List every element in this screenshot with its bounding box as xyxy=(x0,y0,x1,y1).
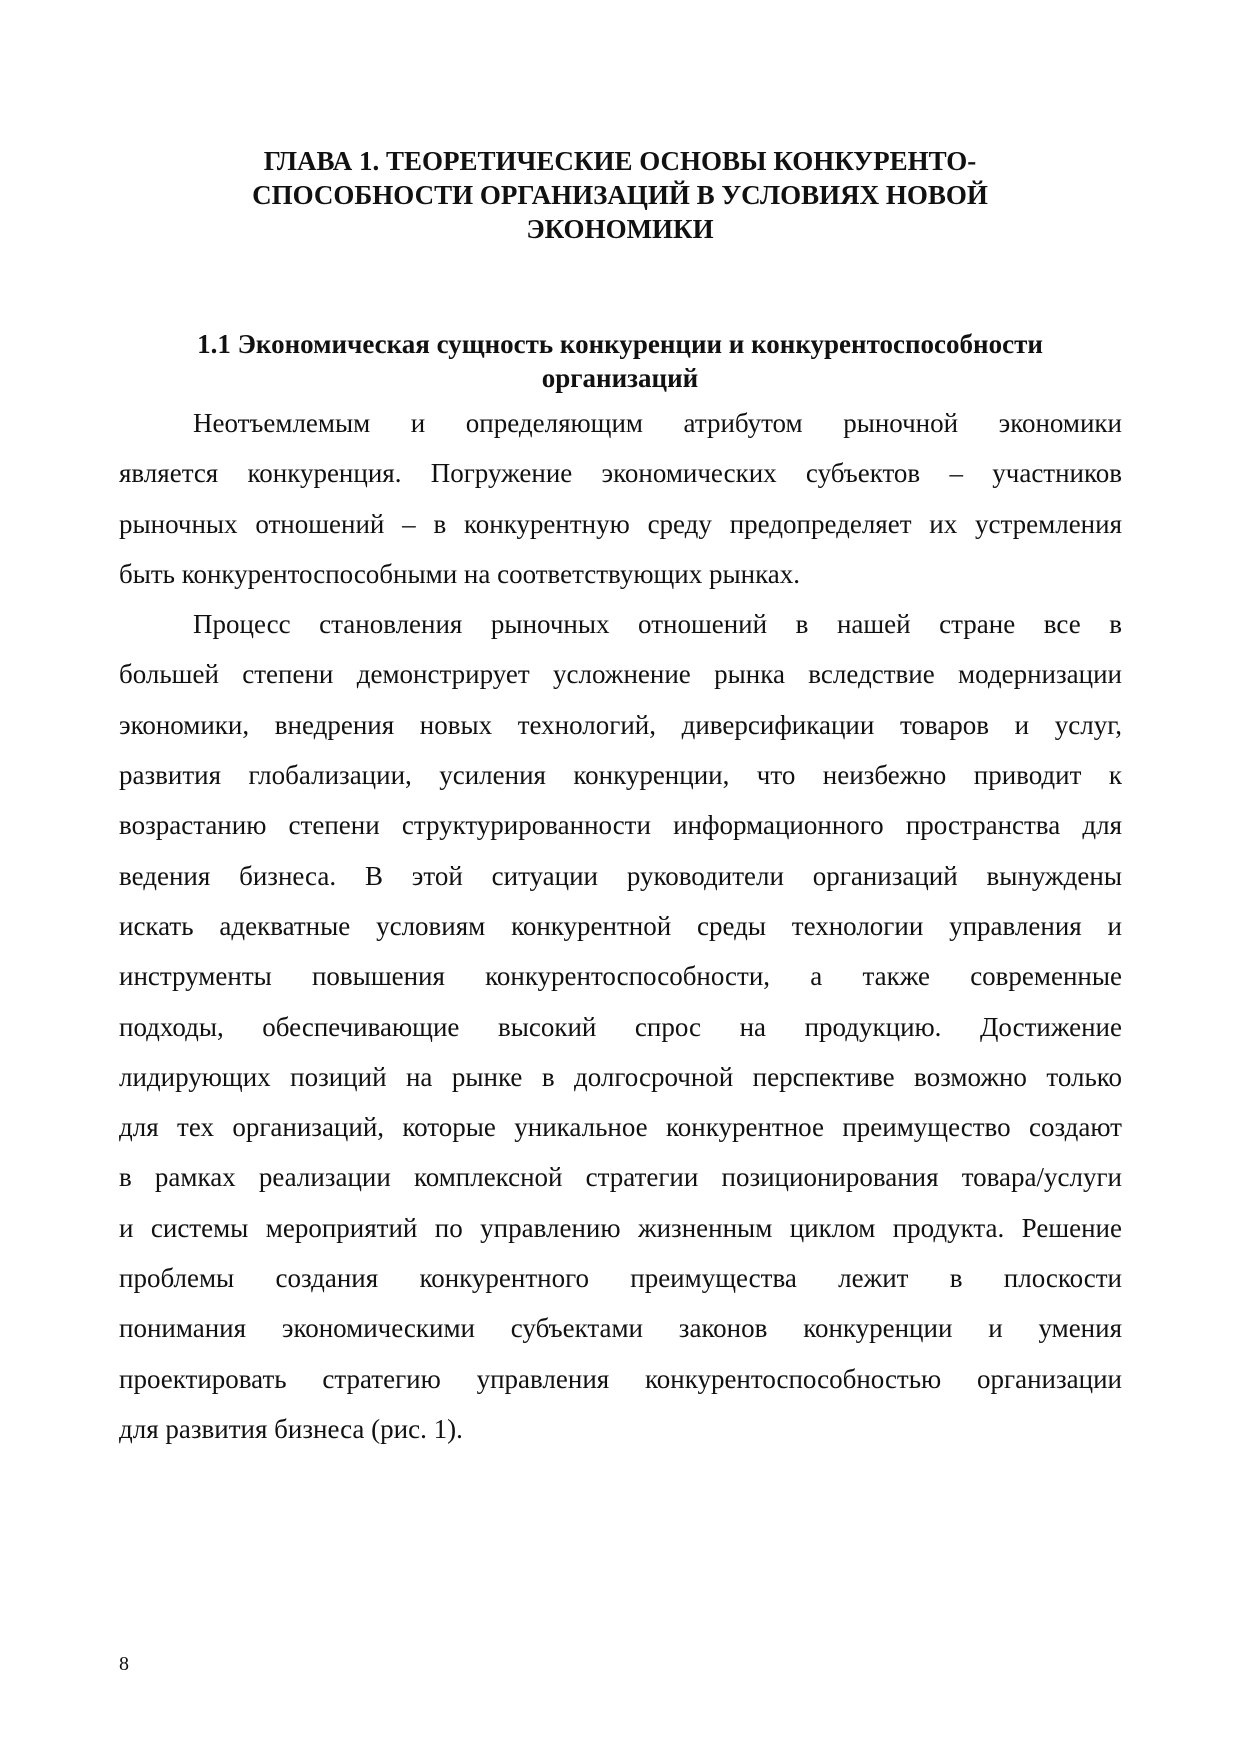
body-text xyxy=(119,398,1122,1454)
chapter-title-line: ЭКОНОМИКИ xyxy=(526,214,714,244)
text-line: лидирующих позиций на рынке в долгосрочной перспективе возможно только xyxy=(119,1061,1122,1092)
text-line: является конкуренция. Погружение экономических субъектов – участников xyxy=(119,458,1122,489)
text-line: Процесс становления рыночных отношений в нашей стране все в xyxy=(193,609,1122,640)
paragraph-2 xyxy=(119,599,1122,1454)
text-line: инструменты повышения конкурентоспособности, а также современные xyxy=(119,961,1122,992)
paragraph-1 xyxy=(119,398,1122,599)
text-line: и системы мероприятий по управлению жизненным циклом продукта. Решение xyxy=(119,1212,1122,1243)
text-line: экономики, внедрения новых технологий, диверсификации товаров и услуг, xyxy=(119,709,1122,740)
text-line: быть конкурентоспособными на соответствующих рынках. xyxy=(119,558,801,589)
text-line: развития глобализации, усиления конкуренции, что неизбежно приводит к xyxy=(119,760,1122,791)
text-line: искать адекватные условиям конкурентной среды технологии управления и xyxy=(119,910,1122,941)
text-line: рыночных отношений – в конкурентную среду предопределяет их устремления xyxy=(119,508,1122,539)
text-line: для тех организаций, которые уникальное конкурентное преимущество создают xyxy=(119,1112,1122,1143)
text-line: Неотъемлемым и определяющим атрибутом рыночной экономики xyxy=(193,408,1122,438)
text-line: проблемы создания конкурентного преимущества лежит в плоскости xyxy=(119,1263,1122,1294)
text-line: проектировать стратегию управления конкурентоспособностью организации xyxy=(119,1363,1122,1394)
text-line: ведения бизнеса. В этой ситуации руководители организаций вынуждены xyxy=(119,860,1122,891)
text-line: понимания экономическими субъектами законов конкуренции и умения xyxy=(119,1313,1122,1344)
text-line: возрастанию степени структурированности информационного пространства для xyxy=(119,810,1122,841)
section-title-line: 1.1 Экономическая сущность конкуренции и конкурентоспособности xyxy=(197,329,1043,359)
text-line: для развития бизнеса (рис. 1). xyxy=(119,1413,463,1444)
chapter-title xyxy=(180,144,1060,246)
section-title xyxy=(120,327,1120,395)
section-title-line: организаций xyxy=(541,363,699,393)
text-line: в рамках реализации комплексной стратегии позиционирования товара/услуги xyxy=(119,1162,1122,1193)
text-line: большей степени демонстрирует усложнение рынка вследствие модернизации xyxy=(119,659,1122,690)
page-number: 8 xyxy=(119,1653,129,1675)
chapter-title-line: СПОСОБНОСТИ ОРГАНИЗАЦИЙ В УСЛОВИЯХ НОВОЙ xyxy=(252,180,988,210)
chapter-title-line: ГЛАВА 1. ТЕОРЕТИЧЕСКИЕ ОСНОВЫ КОНКУРЕНТО- xyxy=(263,146,977,176)
text-line: подходы, обеспечивающие высокий спрос на продукцию. Достижение xyxy=(119,1011,1122,1042)
